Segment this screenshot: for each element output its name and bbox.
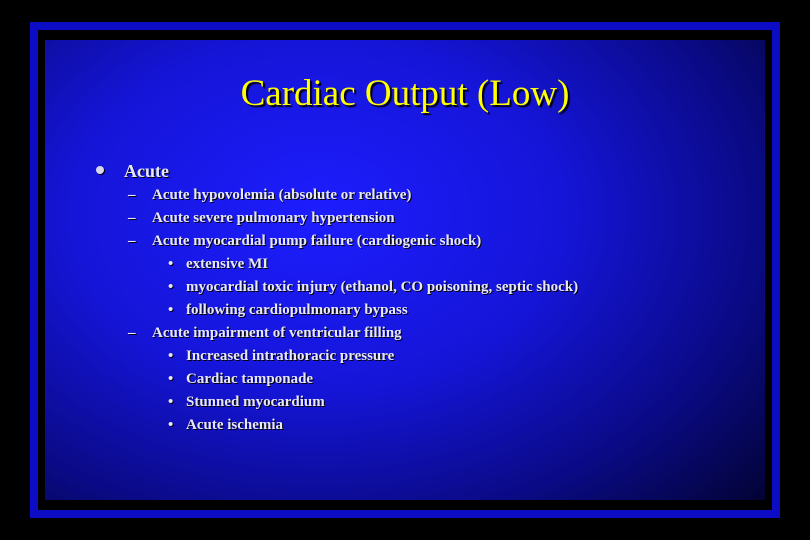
list-item-text: Acute myocardial pump failure (cardiogenic shock) — [152, 233, 482, 249]
list-item-text: Stunned myocardium — [186, 394, 325, 410]
list-item-text: Acute severe pulmonary hypertension — [152, 210, 395, 226]
bullet-icon — [96, 166, 104, 174]
list-item-text: extensive MI — [186, 256, 269, 272]
dash-marker: – — [128, 187, 136, 203]
list-item-text: Acute hypovolemia (absolute or relative) — [152, 187, 412, 203]
slide-title: Cardiac Output (Low) — [240, 73, 570, 114]
list-item-text: Acute ischemia — [186, 417, 284, 433]
dot-marker: • — [168, 394, 174, 410]
dot-marker: • — [168, 256, 174, 272]
list-item-text: Increased intrathoracic pressure — [186, 348, 395, 364]
dot-marker: • — [168, 371, 174, 387]
list-item-text: Acute impairment of ventricular filling — [152, 325, 402, 341]
dot-marker: • — [168, 279, 174, 295]
dash-marker: – — [128, 210, 136, 226]
dot-marker: • — [168, 348, 174, 364]
bullet-level1-text: Acute — [124, 161, 169, 181]
dot-marker: • — [168, 417, 174, 433]
dash-marker: – — [128, 325, 136, 341]
list-item-text: following cardiopulmonary bypass — [186, 302, 408, 318]
list-item-text: Cardiac tamponade — [186, 371, 314, 387]
dash-marker: – — [128, 233, 136, 249]
list-item-text: myocardial toxic injury (ethanol, CO poisoning, septic shock) — [186, 279, 579, 295]
dot-marker: • — [168, 302, 174, 318]
